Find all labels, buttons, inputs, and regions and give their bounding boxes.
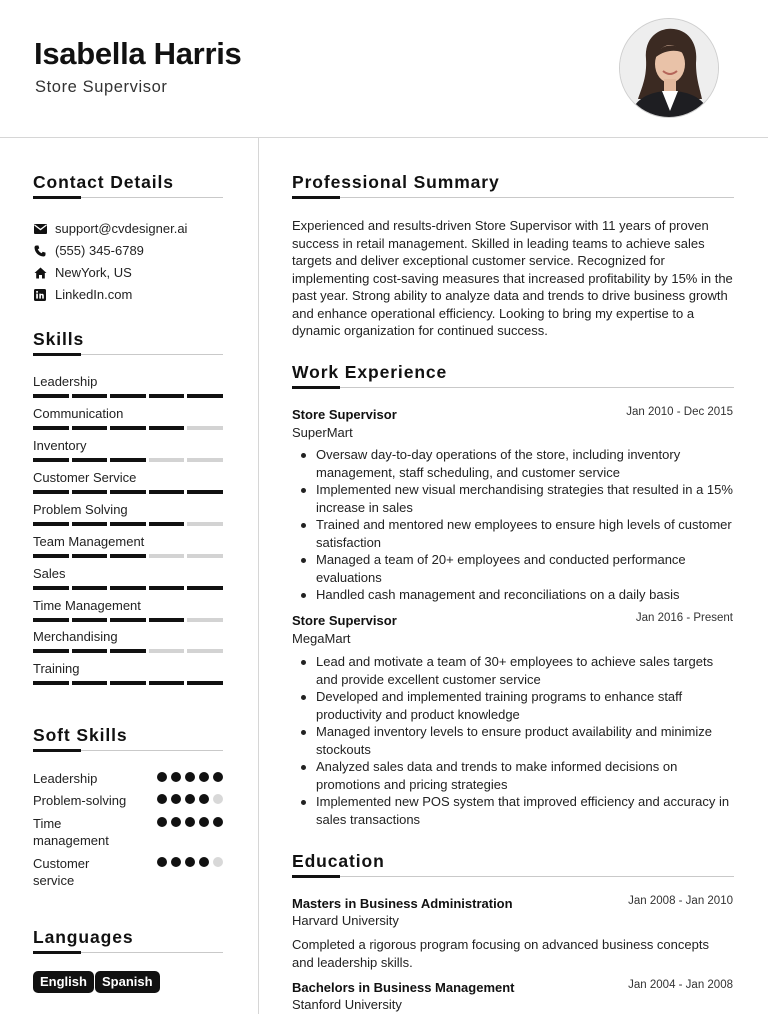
skill-item [33, 597, 223, 622]
job-dates: Jan 2010 - Dec 2015 [626, 406, 733, 418]
skill-level-segment [33, 522, 69, 526]
contact-section-title: Contact Details [33, 172, 174, 192]
skill-item [33, 628, 223, 653]
skill-level-bar [33, 490, 223, 494]
skill-level-segment [187, 522, 223, 526]
skill-level-segment [33, 490, 69, 494]
job-bullet: Developed and implemented training programs to enhance staff productivity and product knowledge [316, 688, 736, 723]
skill-level-segment [149, 618, 185, 622]
skill-level-segment [72, 394, 108, 398]
language-badge-spanish: Spanish [95, 971, 160, 993]
skill-level-segment [33, 554, 69, 558]
skill-level-segment [187, 586, 223, 590]
skill-label: Time Management [33, 598, 141, 613]
soft-skill-item [33, 815, 223, 849]
candidate-name: Isabella Harris [34, 36, 242, 71]
job-company: SuperMart [292, 425, 353, 440]
skill-level-segment [110, 522, 146, 526]
soft-skill-label: Problem-solving [33, 793, 127, 808]
job-bullet: Lead and motivate a team of 30+ employees to achieve sales targets and provide excellent customer service [316, 653, 736, 688]
phone-icon [33, 244, 47, 258]
skill-label: Inventory [33, 438, 87, 453]
job-dates: Jan 2016 - Present [635, 612, 733, 624]
rating-dot [171, 772, 181, 782]
skill-level-segment [149, 458, 185, 462]
skill-level-segment [149, 681, 185, 685]
rating-dot [213, 857, 223, 867]
rating-dot [157, 857, 167, 867]
rating-dot [185, 772, 195, 782]
soft-skills-section-rule [33, 750, 223, 751]
skill-label: Leadership [33, 374, 98, 389]
skill-level-segment [149, 426, 185, 430]
soft-skills-section-title: Soft Skills [33, 725, 128, 745]
contact-linkedin-text: LinkedIn.com [55, 287, 133, 302]
skill-level-segment [110, 618, 146, 622]
skill-level-segment [72, 426, 108, 430]
rating-dot [199, 857, 209, 867]
skill-level-segment [33, 649, 69, 653]
skill-level-segment [72, 490, 108, 494]
skill-level-segment [110, 586, 146, 590]
skill-level-segment [187, 618, 223, 622]
skill-label: Team Management [33, 534, 145, 549]
skill-item [33, 469, 223, 494]
skill-label: Problem Solving [33, 502, 128, 517]
rating-dot [157, 772, 167, 782]
skill-level-segment [149, 522, 185, 526]
job-title: Store Supervisor [292, 407, 397, 422]
skill-level-bar [33, 394, 223, 398]
skill-level-segment [72, 522, 108, 526]
skill-level-bar [33, 522, 223, 526]
education-section-title: Education [292, 851, 385, 871]
soft-skill-rating [157, 857, 223, 867]
skill-level-segment [72, 586, 108, 590]
avatar [619, 18, 719, 118]
skill-level-segment [187, 458, 223, 462]
soft-skill-label: Leadership [33, 771, 98, 786]
skill-item [33, 373, 223, 398]
skill-item [33, 533, 223, 558]
skill-item [33, 565, 223, 590]
summary-section-rule [292, 197, 734, 198]
soft-skill-rating [157, 817, 223, 827]
rating-dot [157, 817, 167, 827]
job-bullet: Managed inventory levels to ensure product availability and minimize stockouts [316, 723, 736, 758]
skill-item [33, 660, 223, 685]
skill-level-segment [72, 554, 108, 558]
skill-level-segment [149, 490, 185, 494]
soft-skill-rating [157, 772, 223, 782]
skill-level-segment [33, 681, 69, 685]
skill-level-segment [110, 490, 146, 494]
rating-dot [171, 857, 181, 867]
skill-label: Communication [33, 406, 124, 421]
education-dates: Jan 2004 - Jan 2008 [628, 979, 733, 991]
skill-label: Merchandising [33, 629, 118, 644]
skill-level-segment [149, 394, 185, 398]
skills-section-rule [33, 354, 223, 355]
education-degree: Masters in Business Administration [292, 896, 513, 911]
skill-level-segment [187, 649, 223, 653]
contact-location-text: NewYork, US [55, 265, 132, 280]
skill-level-segment [33, 458, 69, 462]
job-bullet: Implemented new visual merchandising strategies that resulted in a 15% increase in sales [316, 481, 736, 516]
resume-header [0, 0, 768, 138]
rating-dot [213, 772, 223, 782]
skill-level-segment [110, 554, 146, 558]
job-company: MegaMart [292, 631, 351, 646]
skill-level-segment [187, 426, 223, 430]
rating-dot [185, 857, 195, 867]
skill-level-segment [149, 554, 185, 558]
job-bullet: Oversaw day-to-day operations of the store, including inventory management, staff scheduling, and customer service [316, 446, 736, 481]
home-icon [33, 266, 47, 280]
column-divider [258, 138, 259, 1014]
rating-dot [199, 817, 209, 827]
rating-dot [213, 794, 223, 804]
job-bullet: Trained and mentored new employees to ensure high levels of customer satisfaction [316, 516, 736, 551]
skill-level-bar [33, 681, 223, 685]
contact-linkedin[interactable] [33, 287, 132, 302]
soft-skill-item [33, 792, 223, 809]
contact-phone-text: (555) 345-6789 [55, 243, 144, 258]
skill-level-segment [72, 649, 108, 653]
skill-level-bar [33, 426, 223, 430]
contact-email[interactable] [33, 221, 187, 236]
skill-level-segment [110, 681, 146, 685]
skill-level-segment [187, 394, 223, 398]
job-bullet: Implemented new POS system that improved efficiency and accuracy in sales transactions [316, 793, 736, 828]
skill-level-segment [72, 618, 108, 622]
rating-dot [185, 817, 195, 827]
rating-dot [157, 794, 167, 804]
education-degree: Bachelors in Business Management [292, 980, 515, 995]
education-description: Completed a rigorous program focusing on advanced business concepts and leadership skills. [292, 937, 709, 970]
skill-label: Training [33, 661, 80, 676]
skill-level-segment [187, 554, 223, 558]
skill-level-segment [149, 649, 185, 653]
contact-email-text: support@cvdesigner.ai [55, 221, 188, 236]
skill-level-segment [110, 649, 146, 653]
contact-location [33, 265, 132, 280]
skill-level-bar [33, 649, 223, 653]
job-bullet: Managed a team of 20+ employees and conducted performance evaluations [316, 551, 736, 586]
skill-level-segment [33, 586, 69, 590]
skill-level-bar [33, 458, 223, 462]
job-bullet: Analyzed sales data and trends to make informed decisions on promotions and pricing strategies [316, 758, 736, 793]
soft-skill-item [33, 855, 223, 889]
soft-skill-label: Customer service [33, 856, 90, 888]
education-section-rule [292, 876, 734, 877]
languages-section-title: Languages [33, 927, 134, 947]
job-bullets [316, 653, 736, 828]
skill-level-bar [33, 618, 223, 622]
education-school: Harvard University [292, 913, 399, 928]
rating-dot [171, 817, 181, 827]
rating-dot [199, 772, 209, 782]
language-badge-english: English [33, 971, 94, 993]
candidate-role: Store Supervisor [35, 78, 168, 96]
skill-level-segment [187, 681, 223, 685]
skills-section-title: Skills [33, 329, 85, 349]
envelope-icon [33, 222, 47, 236]
education-school: Stanford University [292, 997, 402, 1012]
contact-phone[interactable] [33, 243, 144, 258]
skill-level-bar [33, 586, 223, 590]
skill-label: Sales [33, 566, 66, 581]
soft-skill-item [33, 770, 223, 787]
experience-section-title: Work Experience [292, 362, 448, 382]
summary-section-title: Professional Summary [292, 172, 500, 192]
skill-level-bar [33, 554, 223, 558]
job-title: Store Supervisor [292, 613, 397, 628]
contact-section-rule [33, 197, 223, 198]
rating-dot [185, 794, 195, 804]
skill-level-segment [149, 586, 185, 590]
education-dates: Jan 2008 - Jan 2010 [628, 895, 733, 907]
skill-level-segment [33, 618, 69, 622]
skill-item [33, 501, 223, 526]
skill-level-segment [110, 458, 146, 462]
skill-level-segment [33, 426, 69, 430]
linkedin-icon [33, 288, 47, 302]
skill-level-segment [72, 681, 108, 685]
rating-dot [171, 794, 181, 804]
skill-level-segment [110, 426, 146, 430]
skill-label: Customer Service [33, 470, 137, 485]
skill-item [33, 405, 223, 430]
skill-level-segment [72, 458, 108, 462]
skill-level-segment [187, 490, 223, 494]
rating-dot [199, 794, 209, 804]
job-bullets [316, 446, 736, 604]
skill-item [33, 437, 223, 462]
soft-skill-rating [157, 794, 223, 804]
job-bullet: Handled cash management and reconciliations on a daily basis [316, 586, 736, 604]
rating-dot [213, 817, 223, 827]
skill-level-segment [110, 394, 146, 398]
skill-level-segment [33, 394, 69, 398]
summary-text: Experienced and results-driven Store Supervisor with 11 years of proven success in retail management. Skilled in leading teams to achieve sales targets and deliver exceptional customer service. Recognized for implementing cost-saving measures that increased profitability by 15% in the past year. Strong ability to analyze data and trends to drive business growth and enhance operational efficiency. Looking to bring my expertise to a dynamic organization for continued success. [292, 218, 733, 338]
languages-section-rule [33, 952, 223, 953]
soft-skill-label: Time management [33, 816, 109, 848]
experience-section-rule [292, 387, 734, 388]
